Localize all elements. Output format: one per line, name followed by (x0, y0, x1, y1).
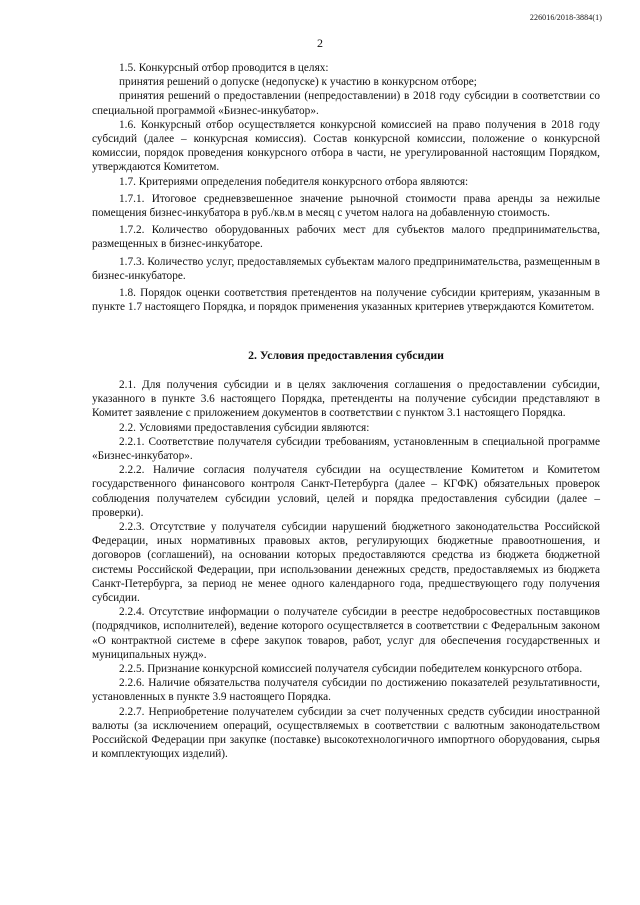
paragraph-1-7-2: 1.7.2. Количество оборудованных рабочих мест для субъектов малого предпринимательства, размещенных в бизнес-инкубаторе. (92, 224, 600, 251)
paragraph-1-5-b: принятия решений о предоставлении (непредоставлении) в 2018 году субсидии в соответствии со специальной программой «Бизнес-инкубатор». (92, 90, 600, 117)
paragraph-2-1: 2.1. Для получения субсидии и в целях заключения соглашения о предоставлении субсидии, указанного в пункте 3.6 настоящего Порядка, претенденты на получение субсидии представляют в Комитет заявление с приложением документов в соответствии с пунктом 3.1 настоящего Порядка. (92, 379, 600, 420)
paragraph-2-2-4: 2.2.4. Отсутствие информации о получателе субсидии в реестре недобросовестных поставщиков (подрядчиков, исполнителей), ведение которого осуществляется в соответствии с Федеральным законом «О контрактной системе в сфере закупок товаров, работ, услуг для обеспечения государственных и муниципальных нужд». (92, 606, 600, 661)
paragraph-2-2-6: 2.2.6. Наличие обязательства получателя субсидии по достижению показателей результативности, установленных в пункте 3.9 настоящего Порядка. (92, 677, 600, 704)
paragraph-2-2-7: 2.2.7. Неприобретение получателем субсидии за счет полученных средств субсидии иностранной валюты (за исключением операций, осуществляемых в соответствии с валютным законодательством Российской Федерации при закупке (поставке) высокотехнологичного импортного оборудования, сырья и комплектующих изделий). (92, 705, 600, 761)
paragraph-2-2-1: 2.2.1. Соответствие получателя субсидии требованиям, установленным в специальной программе «Бизнес-инкубатор». (92, 435, 600, 463)
section-1-body (92, 61, 600, 314)
paragraph-1-7-3: 1.7.3. Количество услуг, предоставляемых субъектам малого предпринимательства, размещенным в бизнес-инкубаторе. (92, 255, 600, 282)
page-number: 2 (317, 36, 323, 50)
paragraph-1-5: 1.5. Конкурсный отбор проводится в целях: (119, 62, 329, 74)
paragraph-2-2-5: 2.2.5. Признание конкурсной комиссией получателя субсидии победителем конкурсного отбора. (119, 663, 583, 676)
paragraph-1-8: 1.8. Порядок оценки соответствия претендентов на получение субсидии критериям, указанным в пункте 1.7 настоящего Порядка, и порядок применения указанных критериев утверждаются Комитетом. (92, 287, 600, 314)
paragraph-1-6: 1.6. Конкурсный отбор осуществляется конкурсной комиссией на право получения в 2018 году субсидий (далее – конкурсная комиссия). Состав конкурсной комиссии, положение о конкурсной комиссии, порядок проведения конкурсного отбора в части, не урегулированной настоящим Порядком, утверждаются Комитетом. (92, 118, 600, 174)
section-2-heading: 2. Условия предоставления субсидии (248, 348, 444, 362)
paragraph-2-2: 2.2. Условиями предоставления субсидии являются: (119, 421, 370, 434)
paragraph-1-7-1: 1.7.1. Итоговое средневзвешенное значение рыночной стоимости права аренды за нежилые помещения бизнес-инкубатора в руб./кв.м в месяц с учетом налога на добавленную стоимость. (92, 192, 600, 220)
paragraph-1-5-a: принятия решений о допуске (недопуске) к участию в конкурсном отборе; (119, 76, 477, 89)
section-2-body (92, 378, 600, 761)
paragraph-2-2-2: 2.2.2. Наличие согласия получателя субсидии на осуществление Комитетом и Комитетом государственного финансового контроля Санкт-Петербурга (далее – КГФК) обязательных проверок соблюдения получателем субсидии условий, целей и порядка предоставления субсидии (далее – проверки). (92, 464, 600, 519)
paragraph-2-2-3: 2.2.3. Отсутствие у получателя субсидии нарушений бюджетного законодательства Российской Федерации, иных нормативных правовых актов, регулирующих бюджетные правоотношения, и договоров (соглашений), на основании которых предоставляются средства из бюджета бюджетной системы Российской Федерации, при использовании денежных средств, предоставляемых из бюджета Санкт-Петербурга, за период не менее одного календарного года, предшествующего году получения субсидии. (92, 521, 600, 605)
paragraph-1-7: 1.7. Критериями определения победителя конкурсного отбора являются: (119, 175, 469, 188)
document-id: 226016/2018-3884(1) (529, 13, 602, 22)
